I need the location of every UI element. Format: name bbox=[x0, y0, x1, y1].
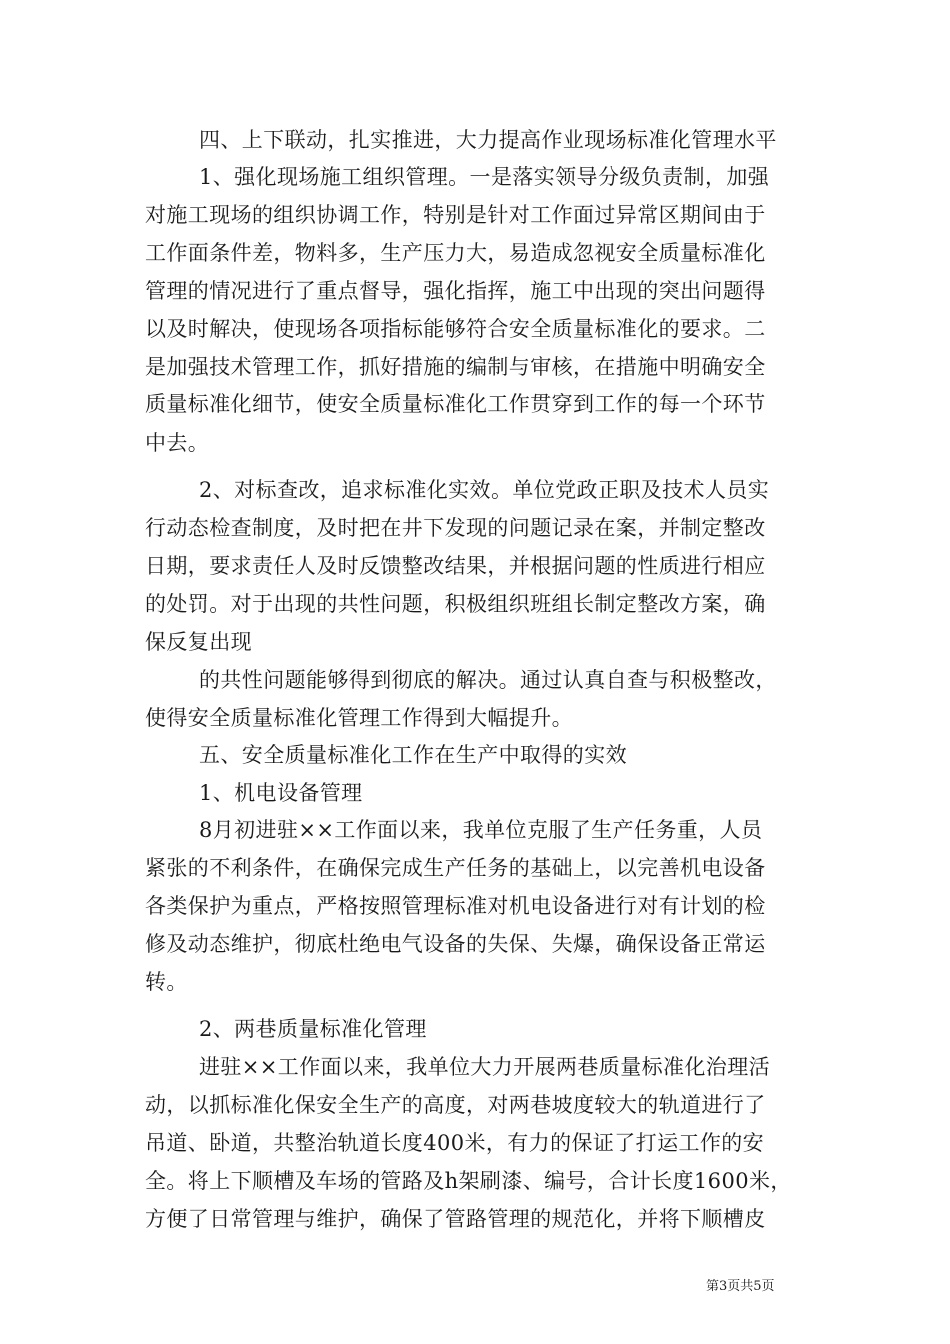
paragraph-line: 日期，要求责任人及时反馈整改结果，并根据问题的性质进行相应 bbox=[145, 554, 766, 578]
paragraph-line: 修及动态维护，彻底杜绝电气设备的失保、失爆，确保设备正常运 bbox=[145, 932, 766, 956]
paragraph-line: 全。将上下顺槽及车场的管路及h架刷漆、编号，合计长度1600米， bbox=[145, 1169, 792, 1193]
paragraph-line: 管理的情况进行了重点督导，强化指挥，施工中出现的突出问题得 bbox=[145, 279, 766, 303]
paragraph-line: 以及时解决，使现场各项指标能够符合安全质量标准化的要求。二 bbox=[145, 317, 766, 341]
paragraph-line: 保反复出现 bbox=[145, 630, 252, 654]
paragraph-line: 方便了日常管理与维护，确保了管路管理的规范化，并将下顺槽皮 bbox=[145, 1207, 766, 1231]
subsection-heading: 2、两巷质量标准化管理 bbox=[199, 1017, 427, 1041]
paragraph-line: 质量标准化细节，使安全质量标准化工作贯穿到工作的每一个环节 bbox=[145, 392, 766, 416]
paragraph-line: 工作面条件差，物料多，生产压力大，易造成忽视安全质量标准化 bbox=[145, 241, 766, 265]
paragraph-line: 的共性问题能够得到彻底的解决。通过认真自查与积极整改， bbox=[199, 668, 777, 692]
paragraph-line: 8月初进驻××工作面以来，我单位克服了生产任务重，人员 bbox=[199, 818, 763, 842]
paragraph-line: 吊道、卧道，共整治轨道长度400米，有力的保证了打运工作的安 bbox=[145, 1131, 765, 1155]
paragraph-line: 进驻××工作面以来，我单位大力开展两巷质量标准化治理活 bbox=[199, 1055, 770, 1079]
paragraph-line: 2、对标查改，追求标准化实效。单位党政正职及技术人员实 bbox=[199, 478, 770, 502]
paragraph-line: 动，以抓标准化保安全生产的高度，对两巷坡度较大的轨道进行了 bbox=[145, 1093, 766, 1117]
paragraph-line: 转。 bbox=[145, 970, 188, 994]
paragraph-line: 紧张的不利条件，在确保完成生产任务的基础上，以完善机电设备 bbox=[145, 856, 766, 880]
paragraph-line: 行动态检查制度，及时把在井下发现的问题记录在案，并制定整改 bbox=[145, 516, 766, 540]
section-5-heading: 五、安全质量标准化工作在生产中取得的实效 bbox=[199, 743, 627, 767]
paragraph-line: 的处罚。对于出现的共性问题，积极组织班组长制定整改方案，确 bbox=[145, 592, 766, 616]
subsection-heading: 1、机电设备管理 bbox=[199, 781, 363, 805]
section-4-heading: 四、上下联动，扎实推进，大力提高作业现场标准化管理水平 bbox=[199, 128, 777, 152]
paragraph-line: 是加强技术管理工作，抓好措施的编制与审核，在措施中明确安全 bbox=[145, 355, 766, 379]
paragraph-line: 对施工现场的组织协调工作，特别是针对工作面过异常区期间由于 bbox=[145, 203, 766, 227]
paragraph-line: 1、强化现场施工组织管理。一是落实领导分级负责制，加强 bbox=[199, 165, 770, 189]
paragraph-line: 中去。 bbox=[145, 431, 210, 455]
paragraph-line: 各类保护为重点，严格按照管理标准对机电设备进行对有计划的检 bbox=[145, 894, 766, 918]
page-number: 第3页共5页 bbox=[706, 1279, 775, 1294]
paragraph-line: 使得安全质量标准化管理工作得到大幅提升。 bbox=[145, 706, 573, 730]
